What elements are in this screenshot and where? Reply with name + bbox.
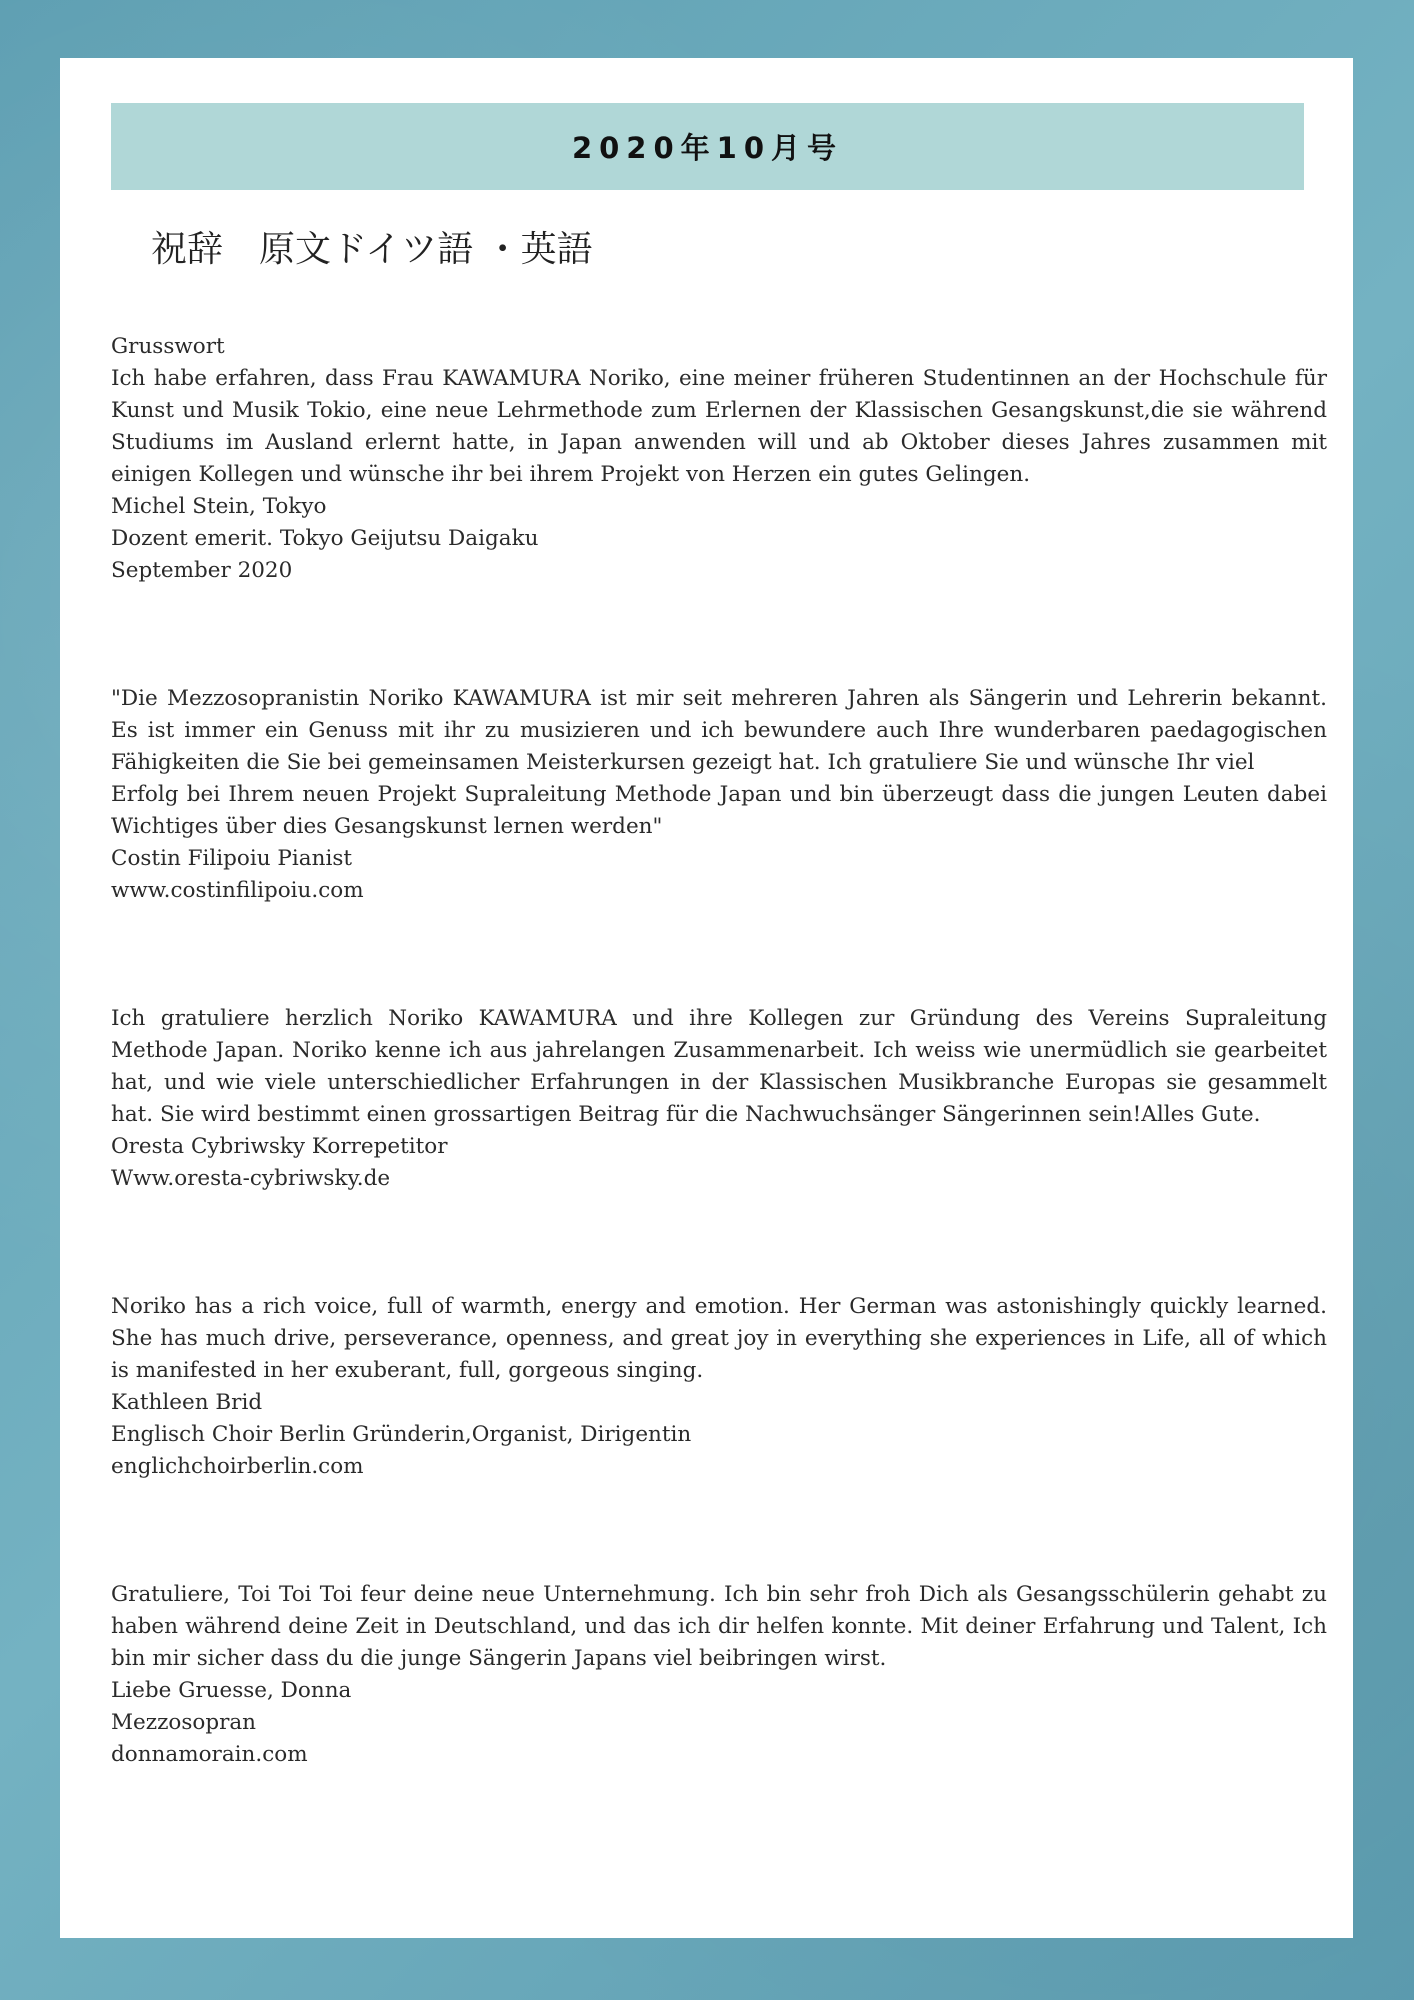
message-body: Ich gratuliere herzlich Noriko KAWAMURA und ihre Kollegen zur Gründung des Vereins Supraleitung Methode Japan. Noriko kenne ich aus jahrelangen Zusammenarbeit. Ich weiss wie unermüdlich sie gearbeitet hat, und wie viele unterschiedlicher Erfahrungen in der Klassischen Musikbranche Europas sie gesammelt hat. Sie wird bestimmt einen grossartigen Beitrag für die Nachwuchsänger Sängerinnen sein!Alles Gute. (111, 1006, 1327, 1127)
message-block-donna (111, 1579, 1327, 1771)
message-block-cybriwsky (111, 1003, 1327, 1195)
message-block-filipoiu (111, 683, 1327, 907)
signature-website: englichchoirberlin.com (111, 1454, 364, 1479)
page-sheet (60, 58, 1353, 1938)
signature-title: Englisch Choir Berlin Gründerin,Organist, Dirigentin (111, 1422, 692, 1447)
header-band (111, 103, 1304, 190)
message-body-continued: Erfolg bei Ihrem neuen Projekt Supraleitung Methode Japan und bin überzeugt dass die jungen Leuten dabei Wichtiges über dies Gesangskunst lernen werden" (111, 782, 1327, 839)
message-body: "Die Mezzosopranistin Noriko KAWAMURA ist mir seit mehreren Jahren als Sängerin und Lehrerin bekannt. Es ist immer ein Genuss mit ihr zu musizieren und ich bewundere auch Ihre wunderbaren paedagogischen Fähigkeiten die Sie bei gemeinsamen Meisterkursen gezeigt hat. Ich gratuliere Sie und wünsche Ihr viel (111, 686, 1327, 775)
signature-name: Costin Filipoiu Pianist (111, 846, 352, 871)
message-body: Gratuliere, Toi Toi Toi feur deine neue Unternehmung. Ich bin sehr froh Dich als Gesangsschülerin gehabt zu haben während deine Zeit in Deutschland, und das ich dir helfen konnte. Mit deiner Erfahrung und Talent, Ich bin mir sicher dass du die junge Sängerin Japans viel beibringen wirst. (111, 1582, 1327, 1671)
signature-name: Kathleen Brid (111, 1390, 263, 1415)
signature-name: Michel Stein, Tokyo (111, 494, 327, 519)
signature-title: Dozent emerit. Tokyo Geijutsu Daigaku (111, 526, 539, 551)
signature-website: Www.oresta-cybriwsky.de (111, 1166, 391, 1191)
message-block-brid (111, 1291, 1327, 1483)
signature-website: donnamorain.com (111, 1742, 308, 1767)
signature-name: Liebe Gruesse, Donna (111, 1678, 352, 1703)
signature-title: Mezzosopran (111, 1710, 257, 1735)
message-body: Ich habe erfahren, dass Frau KAWAMURA Noriko, eine meiner früheren Studentinnen an der Hochschule für Kunst und Musik Tokio, eine neue Lehrmethode zum Erlernen der Klassischen Gesangskunst,die sie während Studiums im Ausland erlernt hatte, in Japan anwenden will und ab Oktober dieses Jahres zusammen mit einigen Kollegen und wünsche ihr bei ihrem Projekt von Herzen ein gutes Gelingen. (111, 366, 1327, 487)
signature-website: www.costinfilipoiu.com (111, 878, 364, 903)
signature-date: September 2020 (111, 558, 293, 583)
message-block-stein (111, 331, 1327, 587)
signature-name: Oresta Cybriwsky Korrepetitor (111, 1134, 448, 1159)
issue-title: 2020年10月号 (571, 131, 844, 165)
document-title: 祝辞 原文ドイツ語 ・英語 (151, 229, 593, 270)
message-body: Noriko has a rich voice, full of warmth, energy and emotion. Her German was astonishingly quickly learned. She has much drive, perseverance, openness, and great joy in everything she experiences in Life, all of which is manifested in her exuberant, full, gorgeous singing. (111, 1294, 1327, 1383)
messages-section (111, 331, 1327, 1867)
message-heading: Grusswort (111, 334, 225, 359)
